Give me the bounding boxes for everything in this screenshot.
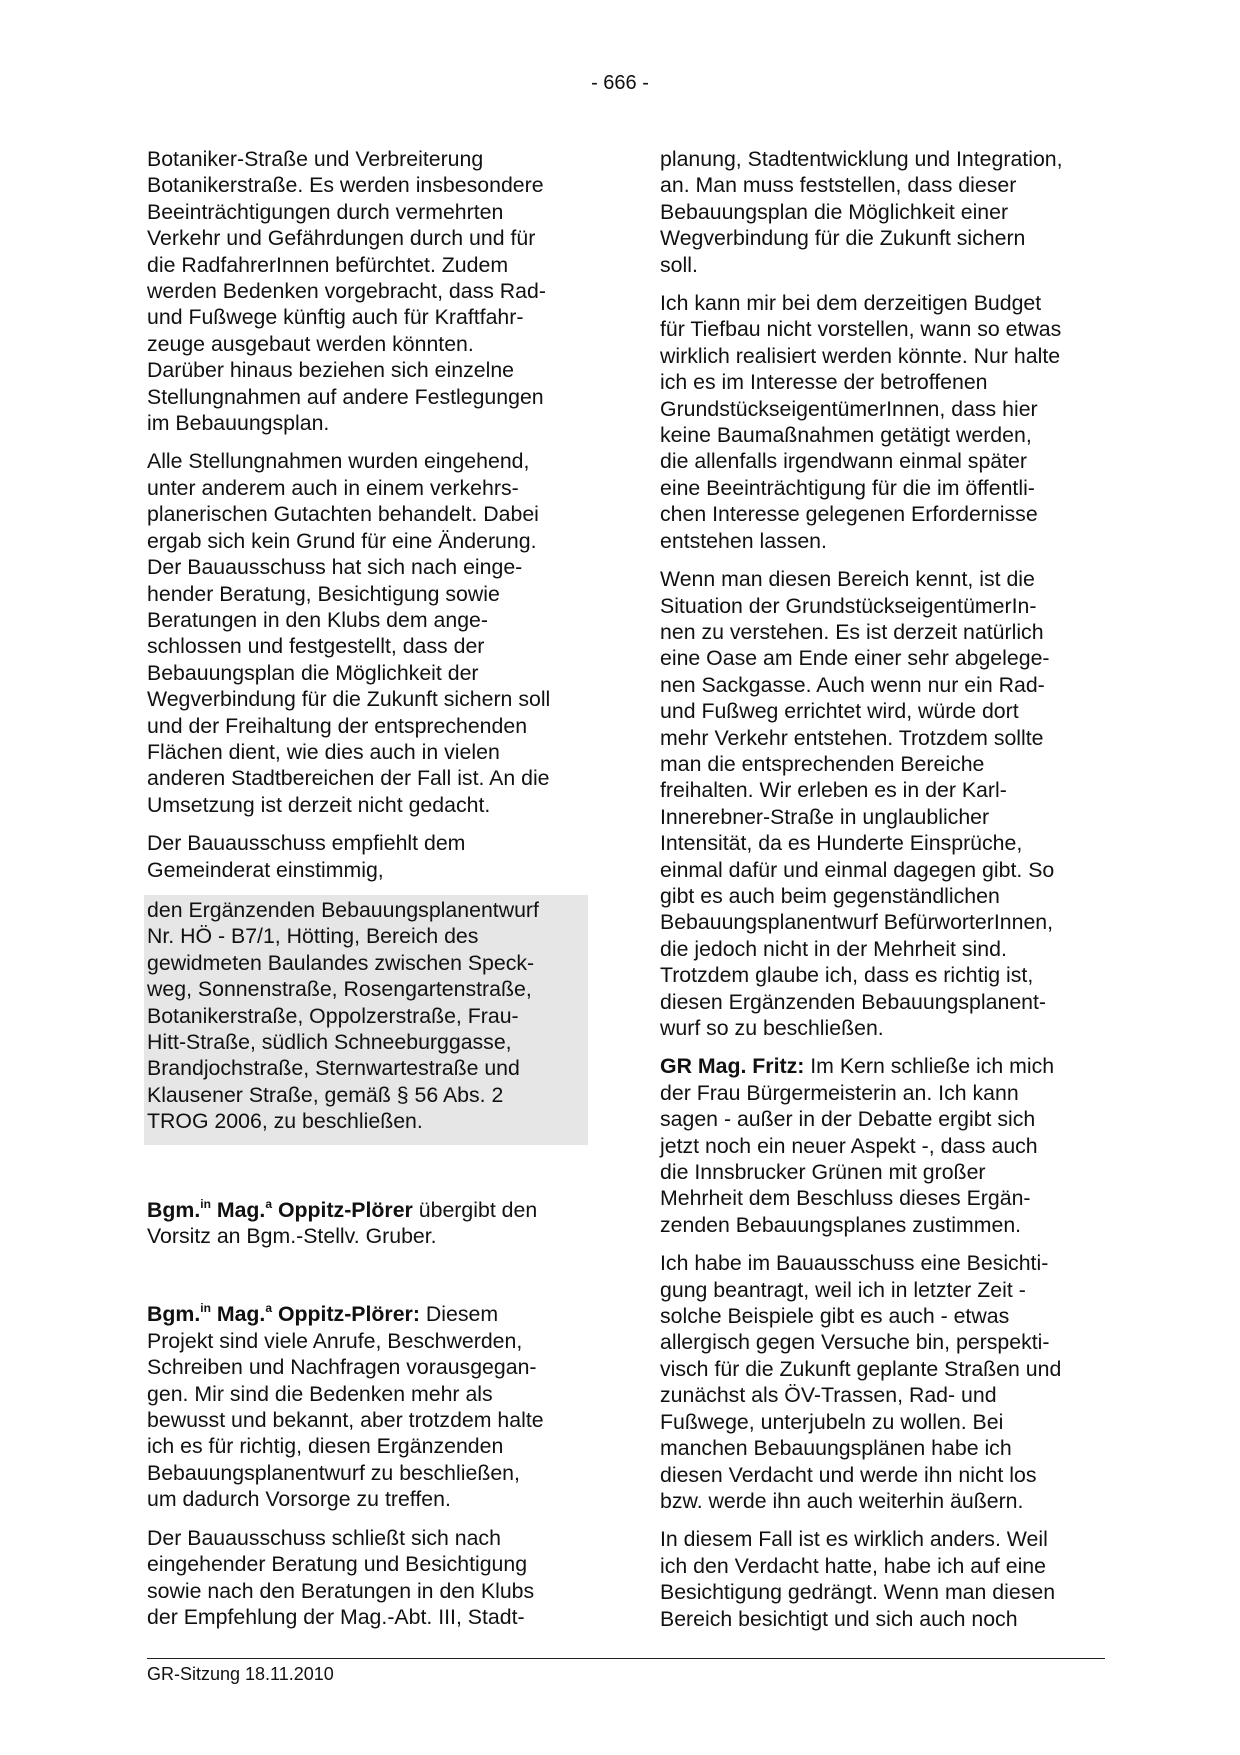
speaker-name: Bgm.$^{in}$ Mag.$^a$ Oppitz-Plörer (147, 1196, 413, 1222)
paragraph-line: weg, Sonnenstraße, Rosengartenstraße, (147, 977, 532, 1002)
paragraph-line: ich es für richtig, diesen Ergänzenden (147, 1434, 504, 1459)
paragraph-line: Mehrheit dem Beschluss dieses Ergän- (660, 1186, 1031, 1211)
paragraph-line: Gemeinderat einstimmig, (147, 857, 384, 882)
paragraph-line: Beratungen in den Klubs dem ange- (147, 607, 488, 632)
paragraph-line: und Fußweg errichtet wird, würde dort (660, 699, 1019, 724)
paragraph-line: der Empfehlung der Mag.-Abt. III, Stadt- (147, 1604, 525, 1629)
right-column (660, 146, 1105, 1644)
paragraph-line: Klausener Straße, gemäß § 56 Abs. 2 (147, 1082, 504, 1107)
paragraph-line: einmal dafür und einmal dagegen gibt. So (660, 857, 1055, 882)
paragraph-line: Verkehr und Gefährdungen durch und für (147, 226, 536, 251)
paragraph-line: für Tiefbau nicht vorstellen, wann so etwas (660, 317, 1062, 342)
paragraph-line: GR Mag. Fritz: Im Kern schließe ich mich (660, 1054, 1055, 1079)
paragraph-line: nen Sackgasse. Auch wenn nur ein Rad- (660, 672, 1045, 697)
speech-fritz (660, 1053, 1105, 1238)
speech-lines (660, 1080, 1105, 1238)
paragraph-line: jetzt noch ein neuer Aspekt -, dass auch (660, 1133, 1038, 1158)
paragraph-line: an. Man muss feststellen, dass dieser (660, 173, 1017, 198)
paragraph-line: gung beantragt, weil ich in letzter Zeit - (660, 1277, 1026, 1302)
spacer (147, 1157, 592, 1197)
paragraph (147, 146, 592, 436)
paragraph-line: chen Interesse gelegenen Erfordernisse (660, 502, 1038, 527)
paragraph-line: zunächst als ÖV-Trassen, Rad- und (660, 1383, 997, 1408)
paragraph-line: Botanikerstraße. Es werden insbesondere (147, 173, 544, 198)
paragraph-line: Intensität, da es Hunderte Einsprüche, (660, 831, 1023, 856)
paragraph-line: Der Bauausschuss schließt sich nach (147, 1525, 501, 1550)
paragraph-line: ich es im Interesse der betroffenen (660, 370, 988, 395)
paragraph-line: bzw. werde ihn auch weiterhin äußern. (660, 1488, 1024, 1513)
paragraph-line: und der Freihaltung der entsprechenden (147, 713, 528, 738)
paragraph (147, 830, 592, 883)
paragraph-line: der Frau Bürgermeisterin an. Ich kann (660, 1080, 1019, 1105)
paragraph-line: Bebauungsplanentwurf zu beschließen, (147, 1460, 520, 1485)
paragraph-line: werden Bedenken vorgebracht, dass Rad- (147, 279, 546, 304)
paragraph-line: manchen Bebauungsplänen habe ich (660, 1436, 1012, 1461)
footer-divider (147, 1658, 1105, 1659)
page-number: - 666 - (591, 72, 649, 94)
paragraph-line: Der Bauausschuss hat sich nach einge- (147, 555, 523, 580)
paragraph-line: sagen - außer in der Debatte ergibt sich (660, 1107, 1036, 1132)
paragraph-line: Wegverbindung für die Zukunft sichern soll (147, 687, 551, 712)
paragraph (660, 1250, 1105, 1514)
paragraph-line: eingehender Beratung und Besichtigung (147, 1552, 528, 1577)
paragraph-line: sowie nach den Beratungen in den Klubs (147, 1578, 535, 1603)
motion-text-block (144, 895, 588, 1145)
speaker-name: GR Mag. Fritz: (660, 1054, 805, 1079)
paragraph-line: Bebauungsplanentwurf BefürworterInnen, (660, 910, 1054, 935)
paragraph-line: wirklich realisiert werden könnte. Nur halte (660, 343, 1061, 368)
paragraph-line: Besichtigung gedrängt. Wenn man diesen (660, 1580, 1056, 1605)
paragraph-line: entstehen lassen. (660, 528, 827, 553)
paragraph-line: Schreiben und Nachfragen vorausgegan- (147, 1355, 537, 1380)
paragraph (147, 1525, 592, 1631)
left-column (147, 146, 592, 1642)
paragraph-line: schlossen und festgestellt, dass der (147, 634, 485, 659)
paragraph-line: Der Bauausschuss empfiehlt dem (147, 831, 466, 856)
paragraph-line: solche Beispiele gibt es auch - etwas (660, 1304, 1010, 1329)
paragraph-line: Beeinträchtigungen durch vermehrten (147, 199, 504, 224)
paragraph-line: gibt es auch beim gegenständlichen (660, 883, 1000, 908)
paragraph-line: soll. (660, 252, 698, 277)
paragraph-line: planung, Stadtentwicklung und Integration, (660, 147, 1063, 171)
paragraph-line: den Ergänzenden Bebauungsplanentwurf (147, 897, 539, 922)
paragraph-line: Bebauungsplan die Möglichkeit der (147, 660, 479, 685)
paragraph-line: Bgm.$^{in}$ Mag.$^a$ Oppitz-Plörer übergibt den (147, 1196, 538, 1222)
paragraph-line: diesen Verdacht und werde ihn nicht los (660, 1462, 1037, 1487)
paragraph-line: nen zu verstehen. Es ist derzeit natürlich (660, 619, 1044, 644)
paragraph-line: In diesem Fall ist es wirklich anders. Weil (660, 1527, 1048, 1552)
paragraph-line: freihalten. Wir erleben es in der Karl- (660, 778, 1007, 803)
paragraph-line: wurf so zu beschließen. (660, 1016, 884, 1040)
speech-lines (147, 1328, 592, 1513)
paragraph-line: Trotzdem glaube ich, dass es richtig ist, (660, 963, 1034, 988)
paragraph-line: ergab sich kein Grund für eine Änderung. (147, 528, 537, 553)
paragraph (660, 146, 1105, 278)
paragraph-line: Nr. HÖ - B7/1, Hötting, Bereich des (147, 924, 479, 949)
paragraph-line: Hitt-Straße, südlich Schneeburggasse, (147, 1030, 512, 1054)
paragraph-line: eine Beeinträchtigung für die im öffentli- (660, 475, 1035, 500)
paragraph-line: die RadfahrerInnen befürchtet. Zudem (147, 252, 509, 277)
paragraph-line: allergisch gegen Versuche bin, perspekti- (660, 1330, 1050, 1355)
paragraph-line: ich den Verdacht hatte, habe ich auf eine (660, 1553, 1046, 1578)
paragraph-line: Stellungnahmen auf andere Festlegungen (147, 384, 544, 409)
paragraph-line: Botaniker-Straße und Verbreiterung (147, 147, 484, 171)
paragraph-line: Wegverbindung für die Zukunft sichern (660, 226, 1026, 251)
chair-handover-note (147, 1197, 592, 1250)
paragraph-line: GrundstückseigentümerInnen, dass hier (660, 396, 1038, 421)
paragraph-line: Darüber hinaus beziehen sich einzelne (147, 358, 515, 383)
paragraph-line: Flächen dient, wie dies auch in vielen (147, 739, 500, 764)
paragraph-line: eine Oase am Ende einer sehr abgelege- (660, 646, 1050, 671)
paragraph (147, 448, 592, 818)
paragraph-line: Brandjochstraße, Sternwartestraße und (147, 1056, 520, 1081)
paragraph (660, 566, 1105, 1041)
paragraph-line: Ich habe im Bauausschuss eine Besichti- (660, 1251, 1049, 1276)
paragraph-line: anderen Stadtbereichen der Fall ist. An die (147, 766, 550, 791)
paragraph-line: gewidmeten Baulandes zwischen Speck- (147, 950, 535, 975)
paragraph-line: Umsetzung ist derzeit nicht gedacht. (147, 792, 491, 817)
paragraph-line: und Fußwege künftig auch für Kraftfahr- (147, 305, 524, 330)
paragraph-line: Projekt sind viele Anrufe, Beschwerden, (147, 1328, 523, 1353)
paragraph-line: Wenn man diesen Bereich kennt, ist die (660, 567, 1035, 592)
paragraph-line: Alle Stellungnahmen wurden eingehend, (147, 449, 530, 474)
paragraph-line: unter anderem auch in einem verkehrs- (147, 475, 519, 500)
paragraph-line: im Bebauungsplan. (147, 411, 330, 436)
paragraph-line: Situation der GrundstückseigentümerIn- (660, 593, 1037, 618)
paragraph-line: die jedoch nicht in der Mehrheit sind. (660, 936, 1007, 961)
paragraph-line: um dadurch Vorsorge zu treffen. (147, 1487, 451, 1512)
paragraph-line: gen. Mir sind die Bedenken mehr als (147, 1381, 493, 1406)
paragraph-line: Innerebner-Straße in unglaublicher (660, 804, 990, 829)
paragraph-line: Ich kann mir bei dem derzeitigen Budget (660, 291, 1042, 316)
paragraph-line: die Innsbrucker Grünen mit großer (660, 1160, 986, 1185)
paragraph-line: keine Baumaßnahmen getätigt werden, (660, 423, 1032, 448)
speaker-name: Bgm.$^{in}$ Mag.$^a$ Oppitz-Plörer: (147, 1301, 420, 1327)
paragraph-line: man die entsprechenden Bereiche (660, 751, 985, 776)
spacer (147, 1261, 592, 1301)
paragraph (660, 290, 1105, 554)
paragraph-line: Bgm.$^{in}$ Mag.$^a$ Oppitz-Plörer: Diesem (147, 1301, 499, 1327)
paragraph-line: diesen Ergänzenden Bebauungsplanent- (660, 989, 1047, 1014)
paragraph-line: planerischen Gutachten behandelt. Dabei (147, 502, 539, 527)
paragraph-line: Vorsitz an Bgm.-Stellv. Gruber. (147, 1224, 437, 1249)
paragraph-line: Bereich besichtigt und sich auch noch (660, 1606, 1018, 1631)
paragraph (660, 1526, 1105, 1632)
paragraph-line: visch für die Zukunft geplante Straßen und (660, 1356, 1062, 1381)
paragraph-line: hender Beratung, Besichtigung sowie (147, 581, 500, 606)
paragraph-line: mehr Verkehr entstehen. Trotzdem sollte (660, 725, 1044, 750)
paragraph-line: zenden Bebauungsplanes zustimmen. (660, 1212, 1022, 1237)
speech-mayor (147, 1301, 592, 1512)
paragraph-line: Fußwege, unterjubeln zu wollen. Bei (660, 1409, 1004, 1434)
paragraph-line: zeuge ausgebaut werden könnten. (147, 331, 474, 356)
paragraph-line: Botanikerstraße, Oppolzerstraße, Frau- (147, 1003, 519, 1028)
paragraph-line: die allenfalls irgendwann einmal später (660, 449, 1027, 474)
footer-session-date: GR-Sitzung 18.11.2010 (147, 1664, 334, 1684)
paragraph-line: Bebauungsplan die Möglichkeit einer (660, 199, 1009, 224)
paragraph-line: bewusst und bekannt, aber trotzdem halte (147, 1408, 544, 1433)
paragraph-line: TROG 2006, zu beschließen. (147, 1109, 423, 1134)
